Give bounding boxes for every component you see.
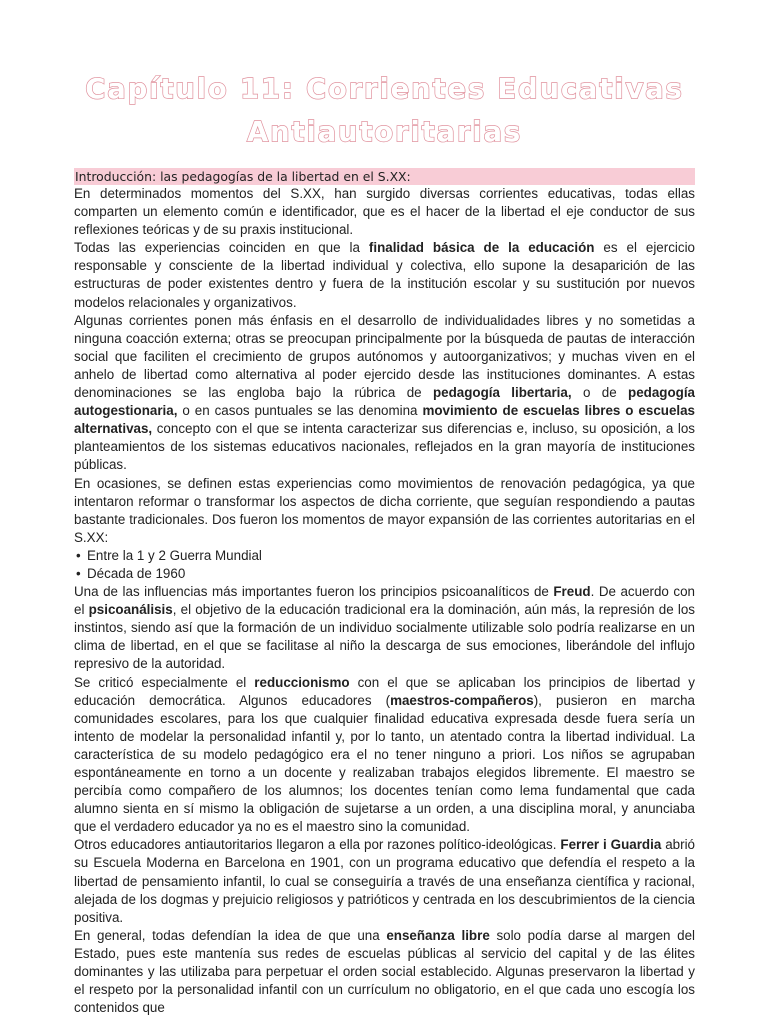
chapter-title — [74, 68, 695, 154]
paragraph-2: Todas las experiencias coinciden en que la finalidad básica de la educación es el ejercicio responsable y consciente de la libertad individual y colectiva, ello supone la desaparición de las estructuras de poder existentes dentro y fuera de la institución escolar y su sustitución por nuevos modelos relacionales y organizativos. — [74, 240, 695, 310]
paragraph-4: En ocasiones, se definen estas experiencias como movimientos de renovación pedagógica, ya que intentaron reformar o transformar los aspectos de dicha corriente, que seguían respondiendo a pautas bastante tradicionales. Dos fueron los momentos de mayor expansión de las corrientes autoritarias en el S.XX: — [74, 475, 695, 545]
paragraph-6: Se criticó especialmente el reduccionismo con el que se aplicaban los principios de libertad y educación democrática. Algunos educadores (maestros-compañeros), pusieron en marcha comunidades escolares, para los que cualquier finalidad educativa expresada desde fuera sería un intento de modelar la personalidad infantil y, por lo tanto, un atentado contra la libertad individual. La característica de su modelo pedagógico era el no tener ninguno a priori. Los niños se agrupaban espontáneamente en torno a un docente y realizaban trabajos elegidos libremente. El maestro se percibía como compañero de los alumnos; los docentes tenían como lema fundamental que cada alumno sienta en sí mismo la obligación de sujetarse a un orden, a una disciplina moral, y anunciaba que el verdadero educador ya no es el maestro sino la comunidad. — [74, 674, 696, 835]
bullet-list — [74, 547, 695, 583]
paragraph-3: Algunas corrientes ponen más énfasis en el desarrollo de individualidades libres y no sometidas a ninguna coacción externa; otras se preocupan principalmente por la búsqueda de pautas de interacción social que faciliten el crecimiento de grupos autónomos y autoorganizativos; y muchas viven en el anhelo de libertad como alternativa al poder ejercido desde las instituciones dominantes. A estas denominaciones se las engloba bajo la rúbrica de pedagogía libertaria, o de pedagogía autogestionaria, o en casos puntuales se las denomina movimiento de escuelas libres o escuelas alternativas, concepto con el que se intenta caracterizar sus diferencias e, incluso, su oposición, a los planteamientos de los sistemas educativos nacionales, reflejados en la gran mayoría de instituciones públicas. — [74, 312, 696, 473]
document-page — [74, 68, 695, 1017]
paragraph-8: En general, todas defendían la idea de que una enseñanza libre solo podía darse al margen del Estado, pues este mantenía sus redes de escuelas públicas al servicio del capital y de las élites dominantes y las utilizaba para perpetuar el orden social establecido. Algunas preservaron la libertad y el respeto por la personalidad infantil con un currículum no obligatorio, en el que cada uno escogía los contenidos que — [74, 927, 695, 1016]
bold-term: finalidad básica de la educación — [368, 240, 595, 256]
section-heading: Introducción: las pedagogías de la libertad en el S.XX: — [74, 168, 695, 185]
bullet-item: • Década de 1960 — [74, 565, 695, 583]
bold-term: Freud — [553, 584, 591, 600]
bold-term: reduccionismo — [254, 674, 350, 690]
bullet-item: • Entre la 1 y 2 Guerra Mundial — [74, 547, 695, 565]
chapter-title-line-2: Antiautoritarias — [246, 116, 522, 148]
bold-term: enseñanza libre — [386, 927, 490, 943]
bold-term: pedagogía libertaria, — [432, 385, 572, 401]
bold-term: maestros-compañeros — [390, 692, 534, 708]
bold-term: pedagogía autogestionaria, — [74, 385, 695, 419]
paragraph-7: Otros educadores antiautoritarios llegaron a ella por razones político-ideológicas. Ferrer i Guardia abrió su Escuela Moderna en Barcelona en 1901, con un programa educativo que defendía el respeto a la libertad de pensamiento infantil, lo cual se conseguiría a través de una enseñanza científica y racional, alejada de los dogmas y prejuicio religiosos y patrióticos y centrada en los descubrimientos de la ciencia positiva. — [74, 837, 695, 925]
paragraph-5: Una de las influencias más importantes fueron los principios psicoanalíticos de Freud. De acuerdo con el psicoanálisis, el objetivo de la educación tradicional era la dominación, aún más, la represión de los instintos, siendo así que la formación de un individuo socialmente utilizable solo podría realizarse en un clima de libertad, en el que se facilitase al niño la descarga de sus emociones, liberándole del influjo represivo de la autoridad. — [74, 584, 696, 672]
bold-term: psicoanálisis — [88, 602, 173, 618]
bold-term: Ferrer i Guardia — [560, 837, 662, 853]
paragraph-1: En determinados momentos del S.XX, han surgido diversas corrientes educativas, todas ellas comparten un elemento común e identificador, que es el hacer de la libertad el eje conductor de sus reflexiones teóricas y de su praxis institucional. — [74, 186, 695, 238]
bold-term: movimiento de escuelas libres o escuelas alternativas, — [74, 403, 696, 437]
chapter-title-line-1: Capítulo 11: Corrientes Educativas — [85, 73, 684, 105]
document-body — [74, 185, 695, 1017]
